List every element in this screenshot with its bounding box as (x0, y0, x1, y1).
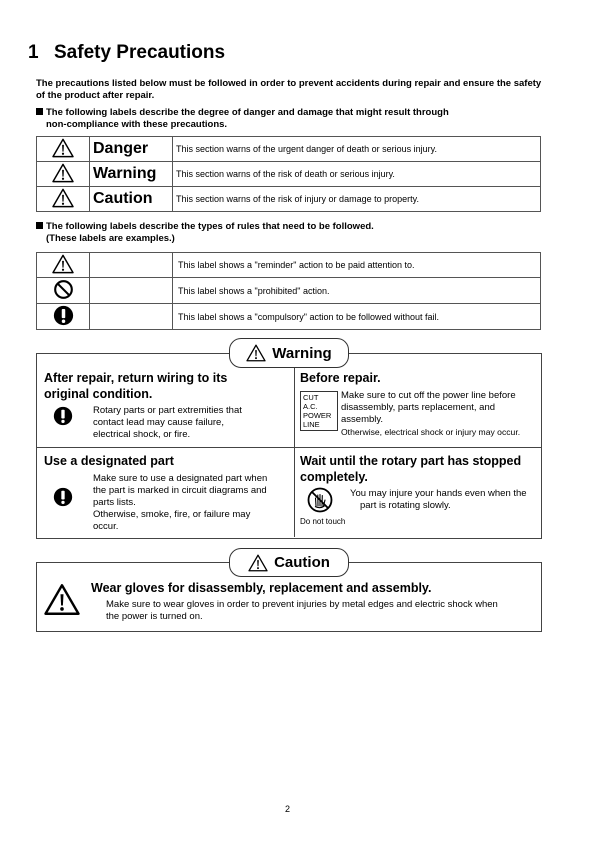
caution-heading: Wear gloves for disassembly, replacement and assembly. (91, 581, 432, 595)
table-row (37, 253, 541, 278)
cell-body (93, 405, 283, 441)
icon-cell (37, 187, 90, 212)
body-line: You may injure your hands even when the (350, 488, 527, 499)
body-line: the power is turned on. (106, 611, 203, 622)
table-row (37, 162, 541, 187)
body-line: Otherwise, smoke, fire, or failure may (93, 509, 251, 520)
warning-triangle-icon (52, 188, 74, 208)
cut-label-line: A.C. (303, 402, 318, 411)
body-line: Otherwise, electrical shock or injury may occur. (341, 427, 521, 437)
icon-cell (37, 162, 90, 187)
table-row (37, 187, 541, 212)
cell-body (350, 488, 540, 512)
divider-horizontal (36, 447, 541, 448)
section-number: 1 (28, 42, 39, 63)
warning-triangle-icon (52, 163, 74, 183)
divider-vertical (294, 366, 295, 537)
bullet-text-cont: (These labels are examples.) (46, 233, 175, 244)
icon-cell (37, 253, 90, 278)
body-line: assembly. (341, 414, 384, 425)
warning-triangle-icon (44, 583, 80, 616)
body-line: occur. (93, 521, 119, 532)
cut-ac-power-line-icon (300, 391, 338, 431)
danger-levels-table (36, 136, 541, 212)
body-line: electrical shock, or fire. (93, 429, 191, 440)
warning-cell-wiring (44, 370, 290, 402)
compulsory-icon (53, 305, 74, 326)
warning-label (229, 338, 349, 368)
body-line: the part is marked in circuit diagrams and (93, 485, 267, 496)
warning-triangle-icon (52, 254, 74, 274)
rule-desc: This label shows a "reminder" action to be paid attention to. (173, 253, 541, 278)
level-name: Warning (90, 162, 173, 187)
cell-heading-cont: completely. (300, 470, 368, 484)
level-name: Caution (90, 187, 173, 212)
bullet-danger-degree (36, 107, 449, 131)
rule-desc: This label shows a "compulsory" action to be followed without fail. (173, 304, 541, 330)
page-title (28, 42, 225, 64)
body-line: parts lists. (93, 497, 136, 508)
warning-label-text: Warning (272, 344, 332, 362)
cell-heading: After repair, return wiring to its (44, 371, 228, 385)
body-line: Make sure to cut off the power line before (341, 390, 516, 401)
rule-types-table (36, 252, 541, 330)
do-not-touch-icon (307, 487, 333, 513)
table-row (37, 278, 541, 304)
level-desc: This section warns of the risk of death or serious injury. (173, 162, 541, 187)
intro-text: The precautions listed below must be followed in order to prevent accidents during repair and ensure the safety of the product after repair. (36, 78, 542, 101)
spacer-cell (90, 278, 173, 304)
body-line: part is rotating slowly. (360, 500, 451, 511)
prohibited-icon (53, 279, 74, 300)
section-title: Safety Precautions (54, 42, 226, 63)
icon-caption: Do not touch (300, 517, 346, 526)
bullet-text-cont: non-compliance with these precautions. (46, 119, 228, 130)
body-line: Make sure to use a designated part when (93, 473, 268, 484)
warning-triangle-icon (246, 344, 266, 362)
body-line: Make sure to wear gloves in order to prevent injuries by metal edges and electric shock when (106, 599, 498, 610)
cell-body (341, 390, 537, 438)
bullet-text: The following labels describe the types of rules that need to be followed. (46, 221, 374, 232)
level-desc: This section warns of the risk of injury or damage to property. (173, 187, 541, 212)
square-bullet-icon (36, 222, 43, 229)
level-name: Danger (90, 137, 173, 162)
warning-triangle-icon (52, 138, 74, 158)
table-row (37, 137, 541, 162)
body-line: Rotary parts or part extremities that (93, 405, 242, 416)
compulsory-icon (53, 406, 73, 426)
cut-label-line: LINE (303, 420, 320, 429)
icon-cell (37, 137, 90, 162)
caution-label-text: Caution (274, 554, 330, 571)
warning-triangle-icon (248, 554, 268, 572)
body-line: disassembly, parts replacement, and (341, 402, 496, 413)
page-number: 2 (285, 804, 291, 814)
cut-label-line: POWER (303, 411, 332, 420)
caution-label (229, 548, 349, 577)
bullet-rule-types (36, 221, 374, 245)
level-desc: This section warns of the urgent danger of death or serious injury. (173, 137, 541, 162)
body-line: contact lead may cause failure, (93, 417, 224, 428)
cut-label-line: CUT (303, 393, 319, 402)
rule-desc: This label shows a "prohibited" action. (173, 278, 541, 304)
bullet-text: The following labels describe the degree of danger and damage that might result through (46, 107, 449, 118)
warning-cell-rotary (300, 453, 538, 485)
spacer-cell (90, 253, 173, 278)
cell-heading: Before repair. (300, 371, 381, 385)
cell-heading: Wait until the rotary part has stopped (300, 454, 522, 468)
spacer-cell (90, 304, 173, 330)
compulsory-icon (53, 487, 73, 507)
icon-cell (37, 278, 90, 304)
cell-heading: Use a designated part (44, 454, 174, 468)
cell-body (93, 473, 289, 533)
icon-cell (37, 304, 90, 330)
cell-heading-cont: original condition. (44, 387, 153, 401)
table-row (37, 304, 541, 330)
caution-body (106, 599, 536, 623)
square-bullet-icon (36, 108, 43, 115)
